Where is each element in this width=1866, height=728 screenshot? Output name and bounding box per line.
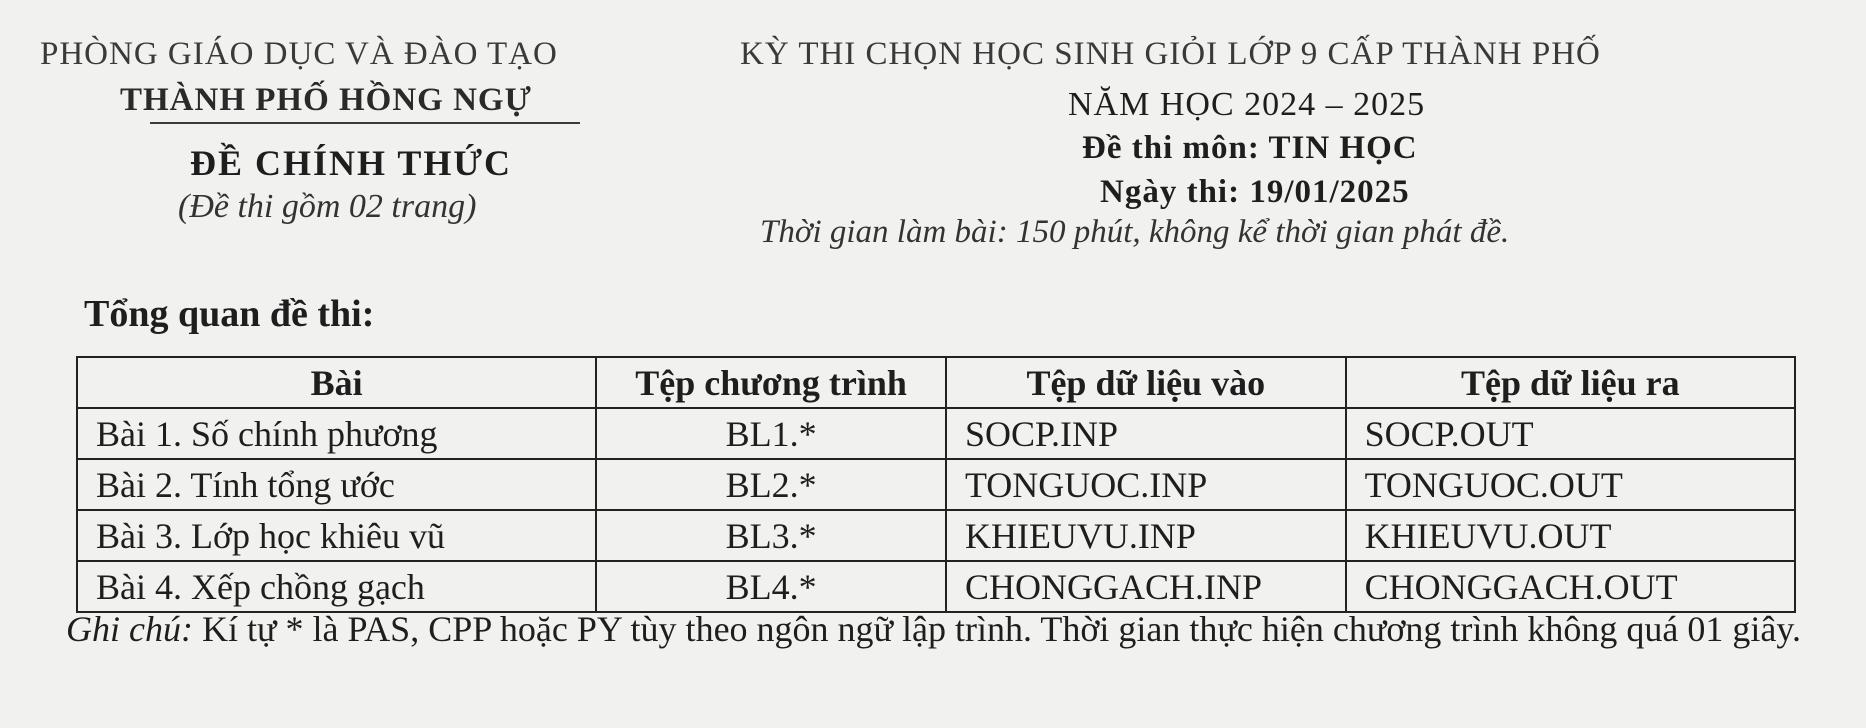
program-file: BL2.* <box>596 459 946 510</box>
program-file: BL1.* <box>596 408 946 459</box>
official-label: ĐỀ CHÍNH THỨC <box>190 143 513 183</box>
table-row <box>77 408 1795 459</box>
department-name: PHÒNG GIÁO DỤC VÀ ĐÀO TẠO <box>40 36 558 72</box>
input-file: SOCP.INP <box>946 408 1346 459</box>
note-text: Kí tự * là PAS, CPP hoặc PY tùy theo ngôn ngữ lập trình. Thời gian thực hiện chương trình không quá 01 giây. <box>192 609 1801 649</box>
table-row <box>77 459 1795 510</box>
header-underline <box>150 122 580 124</box>
table-row <box>77 510 1795 561</box>
exam-title: KỲ THI CHỌN HỌC SINH GIỎI LỚP 9 CẤP THÀNH PHỐ <box>740 36 1601 72</box>
problem-name: Bài 2. Tính tổng ước <box>77 459 596 510</box>
input-file: TONGUOC.INP <box>946 459 1346 510</box>
problem-name: Bài 4. Xếp chồng gạch <box>77 561 596 612</box>
column-header: Tệp dữ liệu vào <box>946 357 1346 408</box>
column-header: Tệp dữ liệu ra <box>1346 357 1795 408</box>
overview-title: Tổng quan đề thi: <box>84 293 375 335</box>
exam-duration: Thời gian làm bài: 150 phút, không kể thời gian phát đề. <box>760 214 1510 250</box>
column-header: Bài <box>77 357 596 408</box>
program-file: BL4.* <box>596 561 946 612</box>
school-year: NĂM HỌC 2024 – 2025 <box>1068 86 1426 123</box>
input-file: CHONGGACH.INP <box>946 561 1346 612</box>
output-file: TONGUOC.OUT <box>1346 459 1795 510</box>
output-file: SOCP.OUT <box>1346 408 1795 459</box>
page-count-note: (Đề thi gồm 02 trang) <box>178 188 477 225</box>
output-file: KHIEUVU.OUT <box>1346 510 1795 561</box>
overview-table <box>76 356 1796 613</box>
problem-name: Bài 3. Lớp học khiêu vũ <box>77 510 596 561</box>
exam-date: Ngày thi: 19/01/2025 <box>1100 174 1410 210</box>
problem-name: Bài 1. Số chính phương <box>77 408 596 459</box>
note-label: Ghi chú: <box>66 609 193 649</box>
program-file: BL3.* <box>596 510 946 561</box>
table-header-row <box>77 357 1795 408</box>
output-file: CHONGGACH.OUT <box>1346 561 1795 612</box>
city-name: THÀNH PHỐ HỒNG NGỰ <box>120 82 532 118</box>
input-file: KHIEUVU.INP <box>946 510 1346 561</box>
column-header: Tệp chương trình <box>596 357 946 408</box>
exam-subject: Đề thi môn: TIN HỌC <box>1082 130 1418 166</box>
note-paragraph <box>66 602 1806 656</box>
